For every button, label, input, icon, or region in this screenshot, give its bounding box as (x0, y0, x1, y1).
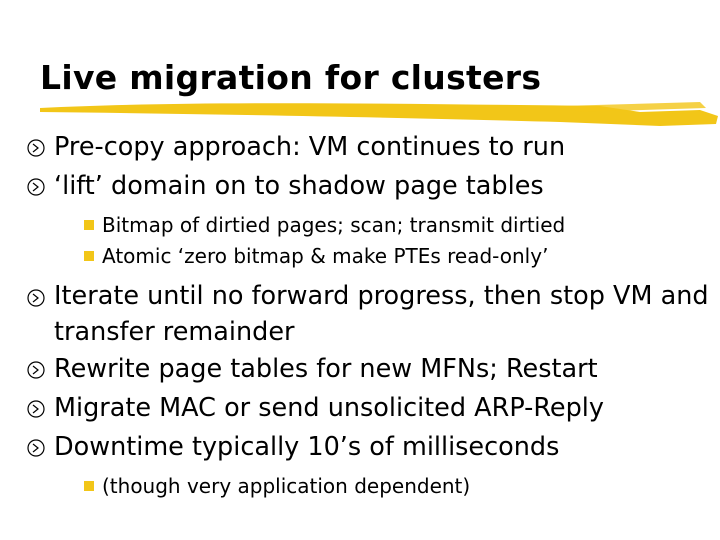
sub-bullet-list (26, 210, 716, 272)
sub-bullet-list (26, 471, 716, 502)
bullet-text: Iterate until no forward progress, then stop VM and transfer remainder (54, 281, 709, 347)
circle-arrow-bullet-icon (26, 177, 46, 197)
sub-bullet-item (26, 241, 716, 272)
sub-bullet-text: Atomic ‘zero bitmap & make PTEs read-only’ (102, 244, 549, 268)
circle-arrow-bullet-icon (26, 360, 46, 380)
circle-arrow-bullet-icon (26, 138, 46, 158)
sub-bullet-item (26, 210, 716, 241)
square-bullet-icon (84, 220, 94, 230)
bullet-item (26, 350, 716, 389)
circle-arrow-bullet-icon (26, 438, 46, 458)
bullet-text: Rewrite page tables for new MFNs; Restart (54, 354, 598, 384)
bullet-item (26, 278, 716, 350)
sub-bullet-text: (though very application dependent) (102, 474, 471, 498)
bullet-text: Downtime typically 10’s of milliseconds (54, 432, 560, 462)
bullet-list (26, 128, 716, 508)
bullet-text: Migrate MAC or send unsolicited ARP-Reply (54, 393, 604, 423)
circle-arrow-bullet-icon (26, 399, 46, 419)
sub-bullet-item (26, 471, 716, 502)
sub-bullet-text: Bitmap of dirtied pages; scan; transmit dirtied (102, 213, 566, 237)
square-bullet-icon (84, 481, 94, 491)
title-underline-brush (0, 0, 720, 140)
bullet-text: ‘lift’ domain on to shadow page tables (54, 171, 544, 201)
slide-title: Live migration for clusters (40, 58, 542, 97)
bullet-item (26, 428, 716, 467)
bullet-item (26, 167, 716, 206)
bullet-item (26, 128, 716, 167)
bullet-text: Pre-copy approach: VM continues to run (54, 132, 566, 162)
bullet-item (26, 389, 716, 428)
square-bullet-icon (84, 251, 94, 261)
circle-arrow-bullet-icon (26, 288, 46, 308)
